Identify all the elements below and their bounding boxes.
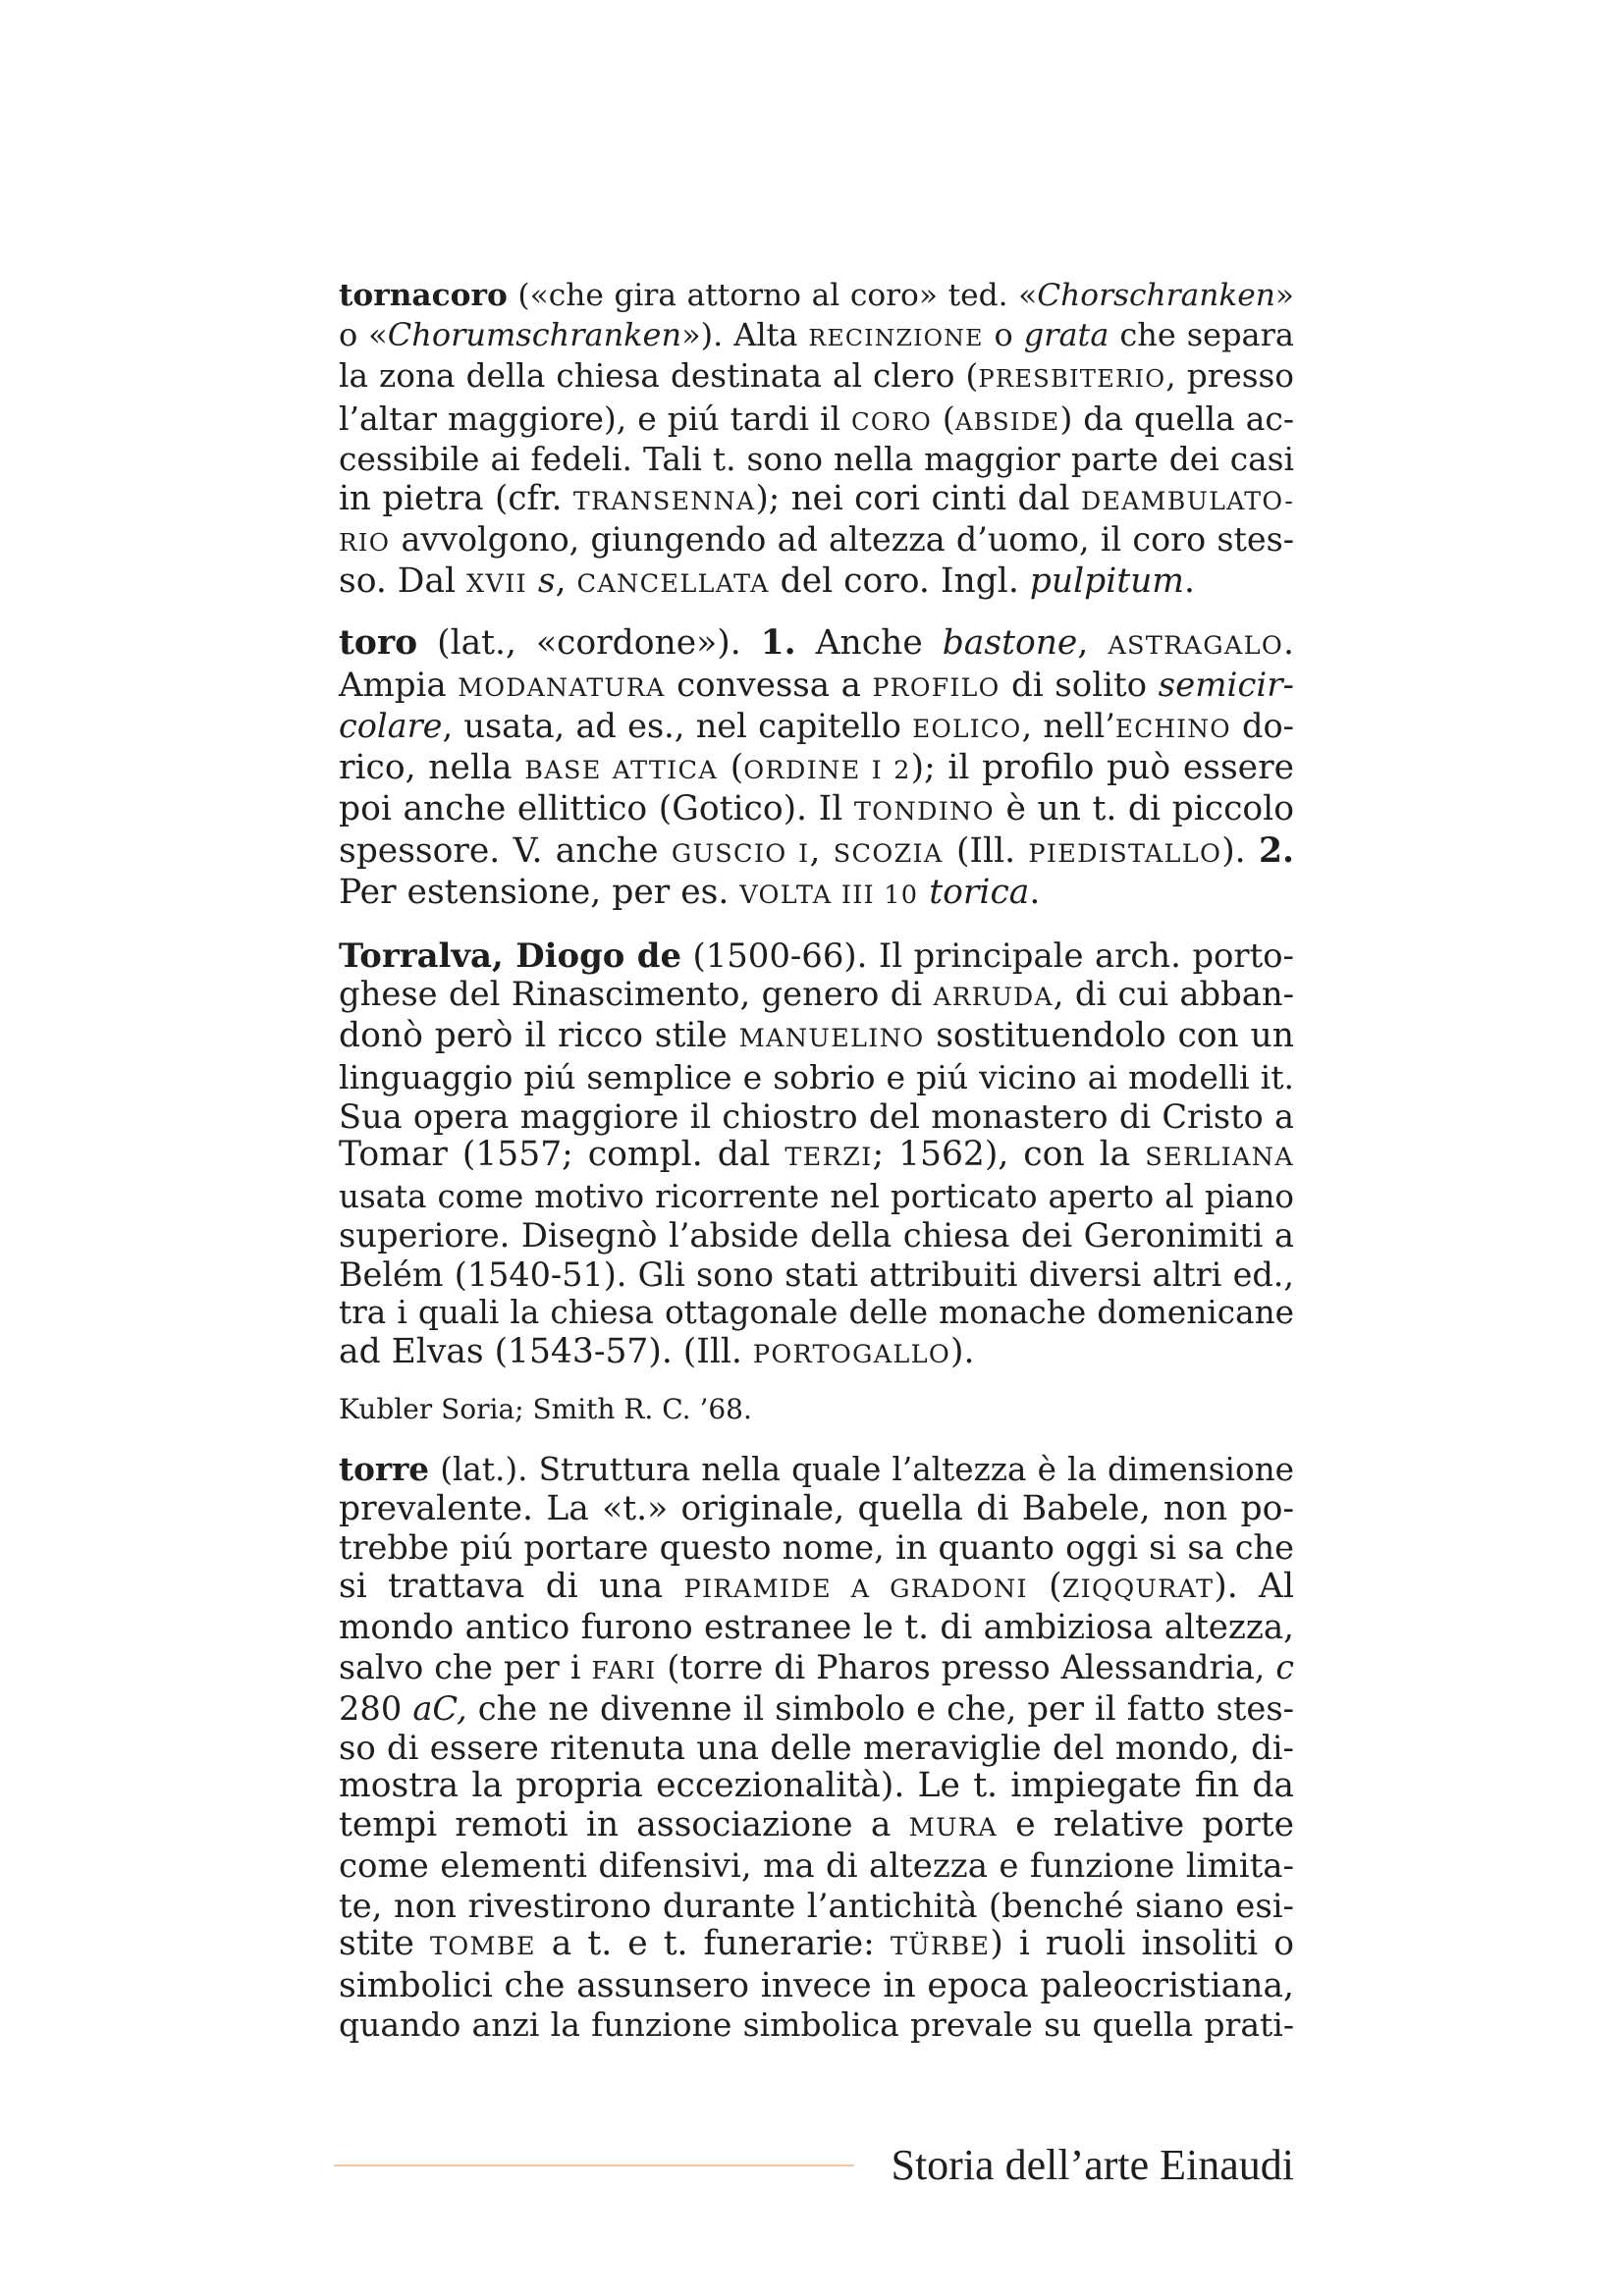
- bibliography-note: [339, 1393, 1294, 1426]
- text-run: mondo antico furono estranee le t. di ambiziosa altezza,: [339, 1608, 1294, 1647]
- entry-torralva: [339, 936, 1294, 1375]
- text-run: in pietra (cfr.: [339, 478, 573, 518]
- text-run: ).: [950, 1331, 975, 1371]
- text-run: o: [983, 315, 1024, 353]
- text-run: (torre di Pharos presso Alessandria,: [656, 1647, 1276, 1686]
- cross-reference: ABSIDE: [954, 406, 1060, 436]
- text-run: ghese del Rinascimento, genero di: [339, 975, 934, 1013]
- text-run: Tomar (1557; compl. dal: [339, 1135, 785, 1174]
- text-line: [339, 562, 1294, 605]
- italic-term: semicir-: [1158, 665, 1294, 705]
- text-run: Anche: [795, 623, 943, 663]
- text-run: cessibile ai fedeli. Tali t. sono nella maggior parte dei casi: [339, 441, 1294, 478]
- cross-reference: FARI: [591, 1655, 657, 1684]
- headword: Torralva, Diogo de: [339, 934, 682, 975]
- headword: toro: [339, 623, 418, 663]
- text-line: [339, 1097, 1294, 1137]
- cross-reference: PRESBITERIO: [978, 365, 1166, 393]
- text-line: [339, 1178, 1294, 1217]
- italic-term: aC,: [412, 1689, 467, 1728]
- text-run: [527, 561, 538, 601]
- cross-reference: SCOZIA: [833, 838, 944, 869]
- text-line: [339, 1767, 1294, 1806]
- text-run: superiore. Disegnò l’abside della chiesa dei Geronimiti a: [339, 1216, 1294, 1255]
- headword: tornacoro: [339, 278, 508, 313]
- text-run: Sua opera maggiore il chiostro del monastero di Cristo a: [339, 1096, 1294, 1136]
- text-run: (: [718, 747, 744, 787]
- text-line: [339, 1609, 1294, 1648]
- text-run: si trattava di una: [339, 1566, 684, 1606]
- entry-torre: [339, 1450, 1294, 2045]
- text-run: ,: [1077, 623, 1109, 663]
- text-run: (lat.). Struttura nella quale l’altezza è la dimensione: [429, 1451, 1294, 1488]
- text-run: , nell’: [1021, 707, 1115, 745]
- entry-toro: [339, 624, 1294, 916]
- text-run: poi anche ellittico (Gotico). Il: [339, 789, 854, 828]
- cross-reference: BASE ATTICA: [524, 755, 719, 785]
- text-line: [339, 1925, 1294, 1967]
- cross-reference: RECINZIONE: [808, 323, 984, 351]
- text-run: ) da quella ac-: [1059, 399, 1295, 438]
- text-line: [339, 1017, 1294, 1059]
- text-run: so di essere ritenuta una delle meraviglie del mondo, di-: [339, 1728, 1294, 1767]
- cross-reference: CANCELLATA: [576, 568, 770, 599]
- text-run: («che gira attorno al coro» ted. «: [507, 278, 1038, 313]
- cross-reference: PIEDISTALLO: [1028, 838, 1222, 869]
- cross-reference: GUSCIO I: [671, 838, 810, 869]
- text-line: [339, 667, 1294, 708]
- cross-reference: TÜRBE: [890, 1932, 991, 1961]
- cross-reference: ECHINO: [1114, 715, 1231, 743]
- text-run: come elementi difensivi, ma di altezza e funzione limita-: [339, 1846, 1294, 1886]
- text-line: [339, 1255, 1294, 1295]
- text-line: [339, 1490, 1294, 1529]
- text-line: [339, 1806, 1294, 1848]
- text-run: Belém (1540-51). Gli sono stati attribuiti diversi altri ed.,: [339, 1255, 1294, 1294]
- cross-reference: TERZI: [784, 1143, 873, 1172]
- text-run: e relative porte: [997, 1804, 1294, 1844]
- cross-reference: MANUELINO: [738, 1023, 925, 1053]
- text-run: so. Dal: [339, 561, 467, 601]
- text-run: prevalente. La «t.» originale, quella di Babele, non po-: [339, 1488, 1294, 1528]
- cross-reference: ASTRAGALO: [1108, 631, 1284, 661]
- italic-term: c: [1275, 1647, 1294, 1686]
- text-line: [339, 357, 1294, 400]
- text-run: ) i ruoli insoliti o: [990, 1924, 1294, 1963]
- text-run: ad Elvas (1543-57). (Ill.: [339, 1331, 753, 1371]
- text-line: [339, 520, 1294, 562]
- text-run: convessa a: [665, 665, 873, 705]
- text-run: rico, nella: [339, 747, 525, 787]
- text-line: [339, 1216, 1294, 1255]
- text-run: tempi remoti in associazione a: [339, 1804, 909, 1844]
- text-run: 280: [339, 1689, 413, 1728]
- text-line: [339, 1729, 1294, 1768]
- text-run: l’altar maggiore), e piú tardi il: [339, 399, 852, 438]
- text-line: [339, 1648, 1294, 1690]
- text-run: , usata, ad es., nel capitello: [442, 707, 913, 745]
- text-line: [339, 1887, 1294, 1926]
- cross-reference: ARRUDA: [933, 983, 1054, 1011]
- text-line: [339, 624, 1294, 667]
- entry-tornacoro: [339, 277, 1294, 604]
- text-run: ); nei cori cinti dal: [755, 478, 1082, 518]
- text-run: .: [1029, 873, 1041, 912]
- cross-reference: ORDINE I 2: [743, 755, 911, 785]
- text-run: (Ill.: [943, 830, 1029, 871]
- headword: torre: [339, 1450, 430, 1488]
- italic-term: torica: [929, 873, 1030, 912]
- cross-reference: RIO: [339, 528, 391, 557]
- text-run: salvo che per i: [339, 1647, 592, 1686]
- italic-term: grata: [1023, 315, 1109, 353]
- cross-reference: MODANATURA: [458, 672, 666, 702]
- text-line: [339, 936, 1294, 976]
- cross-reference: VOLTA III 10: [739, 881, 919, 910]
- text-run: .: [1283, 623, 1295, 663]
- text-run: Ampia: [339, 665, 459, 705]
- text-run: Per estensione, per es.: [339, 873, 740, 912]
- cross-reference: PROFILO: [872, 672, 1001, 702]
- text-run: di solito: [1000, 665, 1159, 705]
- text-line: [339, 790, 1294, 832]
- text-run: , presso: [1165, 357, 1294, 395]
- cross-reference: PIRAMIDE A GRADONI: [683, 1574, 1028, 1604]
- cross-reference: SERLIANA: [1145, 1143, 1294, 1172]
- cross-reference: DEAMBULATO-: [1081, 486, 1294, 515]
- text-run: ,: [555, 561, 577, 601]
- text-run: ). Al: [1214, 1566, 1294, 1606]
- text-line: [339, 874, 1294, 916]
- text-run: (: [931, 399, 955, 438]
- text-line: [339, 1450, 1294, 1490]
- text-run: è un t. di piccolo: [994, 789, 1294, 828]
- text-line: [339, 975, 1294, 1017]
- text-run: .: [1184, 561, 1195, 601]
- text-line: [339, 749, 1294, 791]
- text-run: tra i quali la chiesa ottagonale delle monache domenicane: [339, 1294, 1294, 1331]
- text-line: [339, 277, 1294, 316]
- text-run: che ne divenne il simbolo e che, per il fatto stes-: [466, 1689, 1294, 1728]
- cross-reference: TOMBE: [429, 1932, 536, 1961]
- sense-number: 2.: [1258, 830, 1294, 871]
- sense-number: 1.: [760, 623, 796, 663]
- text-run: ,: [809, 830, 834, 871]
- text-run: »: [1274, 278, 1294, 313]
- text-line: [339, 400, 1294, 442]
- cross-reference: MURA: [908, 1812, 998, 1842]
- cross-reference: TONDINO: [853, 797, 995, 827]
- text-run: quando anzi la funzione simbolica prevale su quella prati-: [339, 2005, 1294, 2044]
- text-line: [339, 1136, 1294, 1178]
- italic-term: colare: [339, 707, 443, 745]
- italic-term: Chorumschranken: [387, 315, 682, 353]
- text-line: [339, 832, 1294, 875]
- dictionary-column: [339, 277, 1294, 2065]
- text-run: (: [1027, 1566, 1062, 1606]
- text-line: [339, 441, 1294, 480]
- cross-reference: ZIQQURAT: [1061, 1574, 1215, 1604]
- text-line: [339, 1294, 1294, 1333]
- text-line: [339, 1528, 1294, 1568]
- footer-title: Storia dell’arte Einaudi: [891, 2141, 1294, 2189]
- italic-term: Chorschranken: [1037, 278, 1275, 313]
- text-line: [339, 316, 1294, 358]
- text-run: [918, 873, 929, 912]
- cross-reference: EOLICO: [912, 715, 1022, 743]
- text-run: stite: [339, 1924, 430, 1963]
- italic-term: s: [537, 561, 556, 601]
- text-run: , di cui abban-: [1053, 975, 1294, 1013]
- text-run: (1500-66). Il principale arch. porto-: [681, 935, 1294, 975]
- text-run: o «: [339, 315, 388, 353]
- text-run: ); il profilo può essere: [910, 747, 1294, 787]
- italic-term: pulpitum: [1029, 561, 1185, 601]
- text-run: spessore. V. anche: [339, 830, 672, 871]
- text-line: [339, 2005, 1294, 2045]
- text-run: usata come motivo ricorrente nel porticato aperto al piano: [339, 1177, 1294, 1215]
- century-numeral: XVII: [466, 568, 527, 599]
- text-line: [339, 1333, 1294, 1375]
- text-line: [339, 1689, 1294, 1729]
- text-run: ; 1562), con la: [872, 1135, 1146, 1174]
- text-run: che separa: [1109, 315, 1294, 353]
- bibliography-text: Kubler Soria; Smith R. C. ’68.: [339, 1393, 752, 1425]
- text-line: [339, 1847, 1294, 1887]
- text-run: linguaggio piú semplice e sobrio e piú vicino ai modelli it.: [339, 1058, 1294, 1096]
- text-line: [339, 707, 1294, 749]
- text-run: ).: [1221, 830, 1259, 871]
- cross-reference: PORTOGALLO: [752, 1339, 951, 1369]
- text-line: [339, 480, 1294, 521]
- text-run: (lat., «cordone»).: [417, 623, 761, 663]
- text-run: la zona della chiesa destinata al clero (: [339, 357, 979, 395]
- text-run: trebbe piú portare questo nome, in quanto oggi si sa che: [339, 1528, 1294, 1567]
- text-line: [339, 1967, 1294, 2006]
- text-run: te, non rivestirono durante l’antichità (benché siano esi-: [339, 1886, 1294, 1925]
- text-run: »). Alta: [681, 315, 809, 353]
- text-run: sostituendolo con un: [924, 1015, 1294, 1055]
- text-run: do-: [1230, 707, 1294, 745]
- cross-reference: TRANSENNA: [572, 486, 756, 515]
- text-run: donò però il ricco stile: [339, 1015, 739, 1055]
- text-run: del coro. Ingl.: [769, 561, 1030, 601]
- text-line: [339, 1568, 1294, 1610]
- text-line: [339, 1058, 1294, 1097]
- text-run: simbolici che assunsero invece in epoca paleocristiana,: [339, 1965, 1294, 2005]
- text-run: avvolgono, giungendo ad altezza d’uomo, il coro stes-: [390, 520, 1294, 559]
- cross-reference: CORO: [851, 406, 932, 436]
- text-run: mostra la propria eccezionalità). Le t. impiegate fin da: [339, 1766, 1294, 1805]
- italic-term: bastone: [942, 623, 1078, 663]
- text-run: a t. e t. funerarie:: [535, 1924, 891, 1963]
